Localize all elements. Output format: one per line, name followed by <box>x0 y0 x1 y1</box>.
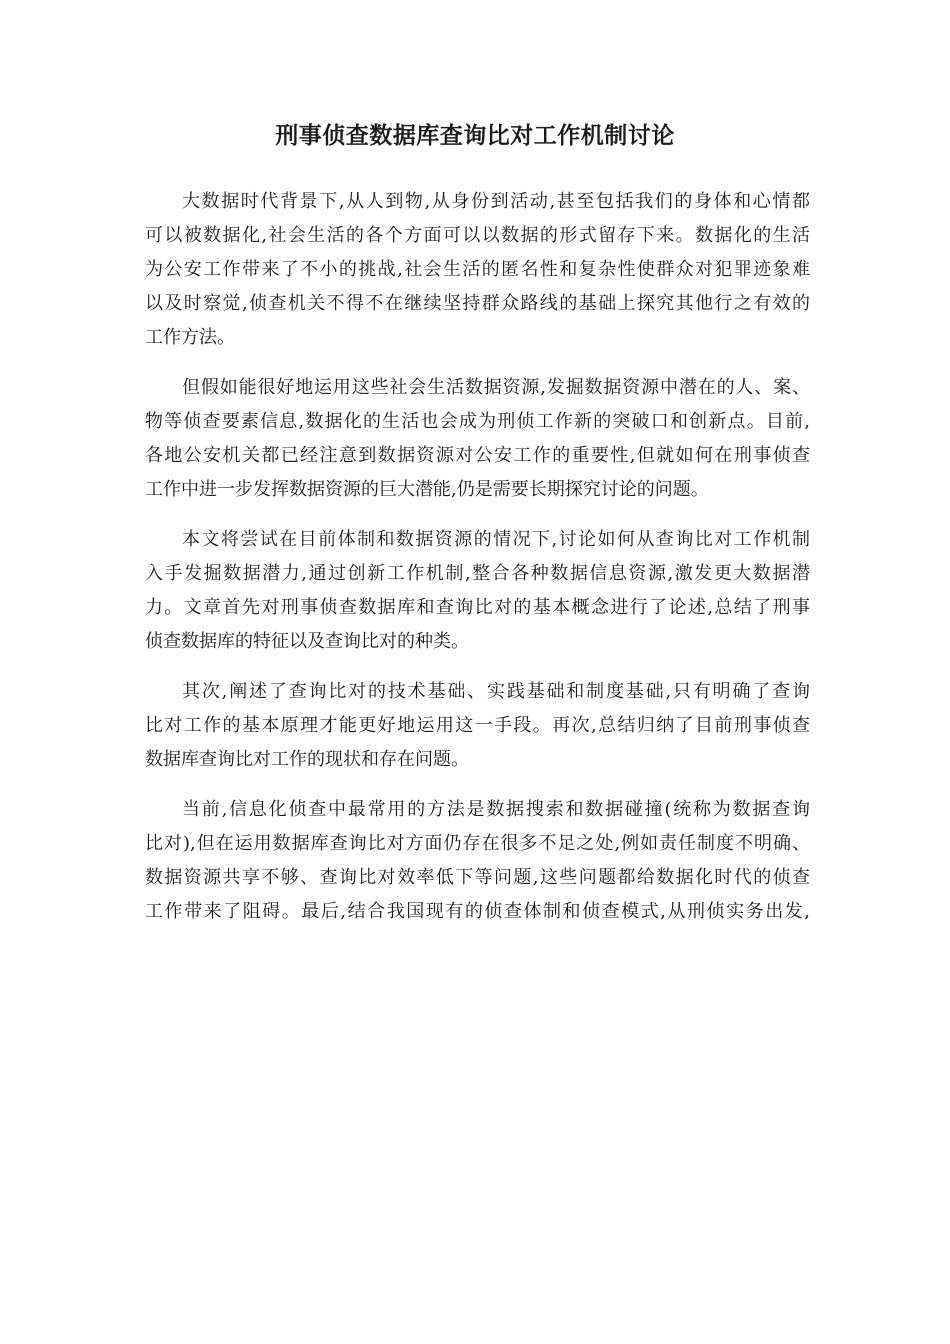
paragraph-line: 物等侦查要素信息,数据化的生活也会成为刑侦工作新的突破口和创新点。目前, <box>145 411 810 432</box>
paragraph-line: 以及时察觉,侦查机关不得不在继续坚持群众路线的基础上探究其他行之有效的 <box>145 293 810 314</box>
paragraph-line: 力。文章首先对刑事侦查数据库和查询比对的基本概念进行了论述,总结了刑事 <box>145 597 810 618</box>
paragraph-line: 本文将尝试在目前体制和数据资源的情况下,讨论如何从查询比对工作机制 <box>182 529 810 550</box>
paragraph-line: 可以被数据化,社会生活的各个方面可以以数据的形式留存下来。数据化的生活 <box>145 225 810 246</box>
paragraph-3 <box>145 523 810 659</box>
paragraph-line: 其次,阐述了查询比对的技术基础、实践基础和制度基础,只有明确了查询 <box>182 681 810 702</box>
paragraph-line: 工作方法。 <box>145 327 235 348</box>
paragraph-line: 为公安工作带来了不小的挑战,社会生活的匿名性和复杂性使群众对犯罪迹象难 <box>145 259 810 280</box>
paragraph-line: 工作中进一步发挥数据资源的巨大潜能,仍是需要长期探究讨论的问题。 <box>145 479 709 500</box>
paragraph-line: 大数据时代背景下,从人到物,从身份到活动,甚至包括我们的身体和心情都 <box>182 191 810 212</box>
paragraph-4 <box>145 675 810 777</box>
paragraph-2 <box>145 371 810 507</box>
paragraph-line: 入手发掘数据潜力,通过创新工作机制,整合各种数据信息资源,激发更大数据潜 <box>145 563 810 584</box>
paragraph-line: 侦查数据库的特征以及查询比对的种类。 <box>145 631 469 652</box>
paragraph-line: 数据库查询比对工作的现状和存在问题。 <box>145 749 469 770</box>
paragraph-line: 但假如能很好地运用这些社会生活数据资源,发掘数据资源中潜在的人、案、 <box>182 377 810 398</box>
paragraph-5 <box>145 793 810 929</box>
paragraph-line: 数据资源共享不够、查询比对效率低下等问题,这些问题都给数据化时代的侦查 <box>145 867 810 888</box>
paragraph-line: 比对),但在运用数据库查询比对方面仍存在很多不足之处,例如责任制度不明确、 <box>145 833 810 854</box>
document-title: 刑事侦查数据库查询比对工作机制讨论 <box>275 123 675 149</box>
paragraph-line: 工作带来了阻碍。最后,结合我国现有的侦查体制和侦查模式,从刑侦实务出发, <box>145 901 810 922</box>
paragraph-line: 各地公安机关都已经注意到数据资源对公安工作的重要性,但就如何在刑事侦查 <box>145 445 810 466</box>
document-body <box>145 185 810 945</box>
paragraph-1 <box>145 185 810 355</box>
paragraph-line: 当前,信息化侦查中最常用的方法是数据搜索和数据碰撞(统称为数据查询 <box>182 799 810 820</box>
paragraph-line: 比对工作的基本原理才能更好地运用这一手段。再次,总结归纳了目前刑事侦查 <box>145 715 810 736</box>
